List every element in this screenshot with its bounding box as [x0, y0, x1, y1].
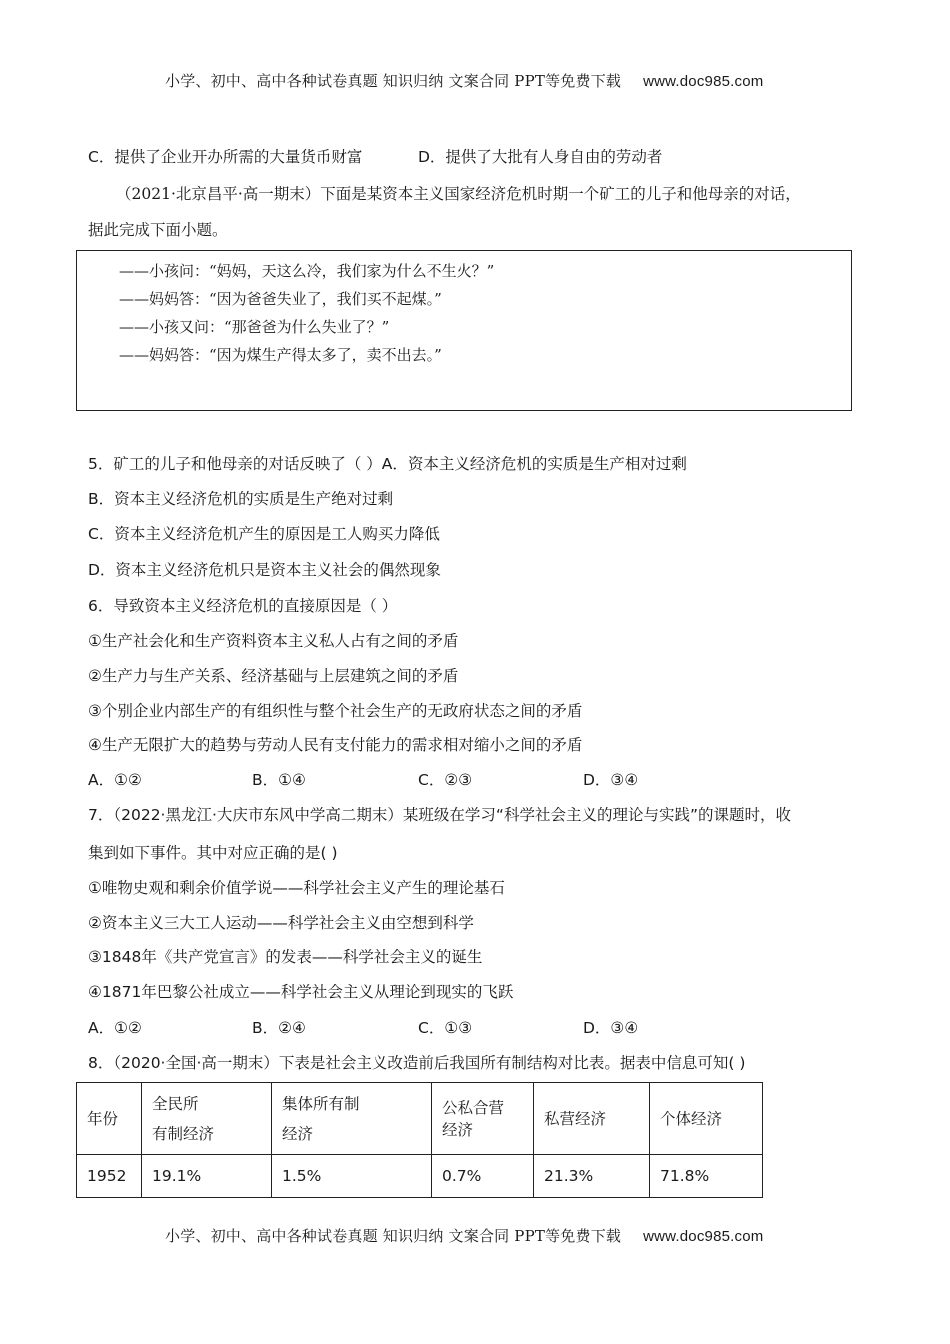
table-header-row: [77, 1083, 763, 1155]
q5-option-b: B．资本主义经济危机的实质是生产绝对过剩: [88, 490, 394, 508]
q4-option-c: C．提供了企业开办所需的大量货币财富: [88, 148, 363, 166]
q7-item: ①唯物史观和剩余价值学说——科学社会主义产生的理论基石: [88, 879, 505, 897]
q6-stem: 6．导致资本主义经济危机的直接原因是（ ）: [88, 597, 398, 615]
footer-text: 小学、初中、高中各种试卷真题 知识归纳 文案合同 PPT等免费下载: [165, 1227, 622, 1245]
q6-option-b: B．①④: [252, 771, 306, 789]
q5-option-c: C．资本主义经济危机产生的原因是工人购买力降低: [88, 525, 440, 543]
page-footer: [165, 1225, 763, 1246]
table-cell: 19.1%: [142, 1155, 272, 1198]
q6-option-a: A．①②: [88, 771, 142, 789]
header-cell: 个体经济: [650, 1083, 763, 1155]
q6-item: ④生产无限扩大的趋势与劳动人民有支付能力的需求相对缩小之间的矛盾: [88, 736, 583, 754]
dialogue-box: [76, 250, 852, 411]
q6-item: ③个别企业内部生产的有组织性与整个社会生产的无政府状态之间的矛盾: [88, 702, 583, 720]
q7-option-d: D．③④: [583, 1019, 639, 1037]
q7-option-a: A．①②: [88, 1019, 142, 1037]
page-header: [165, 70, 763, 91]
q5-stem: 5．矿工的儿子和他母亲的对话反映了（ ）A．资本主义经济危机的实质是生产相对过剩: [88, 455, 687, 473]
header-text: 小学、初中、高中各种试卷真题 知识归纳 文案合同 PPT等免费下载: [165, 72, 622, 90]
q7-option-b: B．②④: [252, 1019, 306, 1037]
passage-intro-line2: 据此完成下面小题。: [88, 221, 228, 239]
footer-url[interactable]: www.doc985.com: [643, 1228, 764, 1245]
dialogue-line: ——妈妈答：“因为爸爸失业了，我们买不起煤。”: [119, 290, 442, 308]
table-cell: 21.3%: [534, 1155, 650, 1198]
dialogue-line: ——小孩又问：“那爸爸为什么失业了？”: [119, 318, 390, 336]
q7-stem-line1: 7．（2022·黑龙江·大庆市东风中学高二期末）某班级在学习“科学社会主义的理论与实践”的课题时，收: [88, 806, 791, 824]
table-cell: 1952: [77, 1155, 142, 1198]
q6-item: ②生产力与生产关系、经济基础与上层建筑之间的矛盾: [88, 667, 459, 685]
table-row: [77, 1155, 763, 1198]
header-cell: 全民所 有制经济: [142, 1083, 272, 1155]
ownership-table: [76, 1082, 763, 1198]
table-cell: 0.7%: [432, 1155, 534, 1198]
q8-stem: 8．（2020·全国·高一期末）下表是社会主义改造前后我国所有制结构对比表。据表中信息可知( ): [88, 1054, 746, 1072]
table-cell: 71.8%: [650, 1155, 763, 1198]
q7-item: ③1848年《共产党宣言》的发表——科学社会主义的诞生: [88, 948, 483, 966]
q6-option-d: D．③④: [583, 771, 639, 789]
table-cell: 1.5%: [272, 1155, 432, 1198]
q7-item: ④1871年巴黎公社成立——科学社会主义从理论到现实的飞跃: [88, 983, 514, 1001]
header-cell: 集体所有制 经济: [272, 1083, 432, 1155]
passage-intro-line1: （2021·北京昌平·高一期末）下面是某资本主义国家经济危机时期一个矿工的儿子和他母亲的对话，: [116, 185, 801, 203]
q6-option-c: C．②③: [418, 771, 473, 789]
q7-item: ②资本主义三大工人运动——科学社会主义由空想到科学: [88, 914, 474, 932]
header-url[interactable]: www.doc985.com: [643, 73, 764, 90]
q5-option-d: D．资本主义经济危机只是资本主义社会的偶然现象: [88, 561, 441, 579]
header-cell: 私营经济: [534, 1083, 650, 1155]
q7-option-c: C．①③: [418, 1019, 473, 1037]
header-cell: 公私合营 经济: [432, 1083, 534, 1155]
q6-item: ①生产社会化和生产资料资本主义私人占有之间的矛盾: [88, 632, 459, 650]
q7-stem-line2: 集到如下事件。其中对应正确的是( ): [88, 844, 338, 862]
dialogue-line: ——小孩问：“妈妈，天这么冷，我们家为什么不生火？”: [119, 262, 495, 280]
header-cell: 年份: [77, 1083, 142, 1155]
q4-option-d: D．提供了大批有人身自由的劳动者: [418, 148, 663, 166]
dialogue-line: ——妈妈答：“因为煤生产得太多了，卖不出去。”: [119, 346, 442, 364]
